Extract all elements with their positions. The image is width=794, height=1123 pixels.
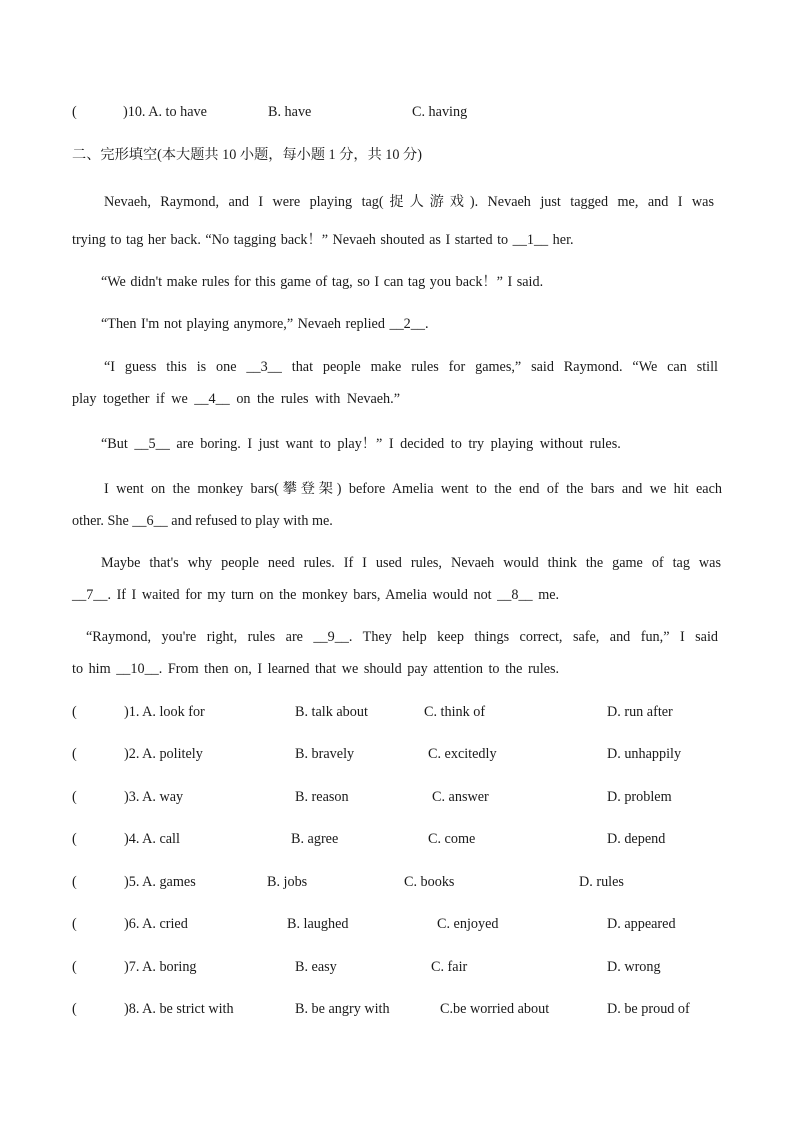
question-6-option-d: D. appeared	[607, 916, 676, 932]
passage-line-1: Nevaeh, Raymond, and I were playing tag(捉人游戏). Nevaeh just tagged me, and I was	[104, 194, 714, 210]
question-2-option-d: D. unhappily	[607, 746, 682, 762]
section-title: 二、完形填空(本大题共 10 小题，每小题 1 分，共 10 分)	[72, 147, 422, 163]
passage-line-12: “Raymond, you're right, rules are __9__. They help keep things correct, safe, and fun,” I said	[86, 629, 718, 645]
question-4-option-d: D. depend	[607, 831, 666, 847]
question-3-option-c: C. answer	[432, 789, 489, 805]
question-7-option-c: C. fair	[431, 959, 468, 975]
question-6-option-c: C. enjoyed	[437, 916, 499, 932]
passage-line-2: trying to tag her back. “No tagging back！” Nevaeh shouted as I started to __1__ her.	[72, 232, 574, 248]
passage-line-5: “I guess this is one __3__ that people make rules for games,” said Raymond. “We can still	[104, 359, 718, 375]
passage-line-7: “But __5__ are boring. I just want to play！” I decided to try playing without rules.	[101, 436, 621, 452]
question-1-paren: (	[72, 704, 77, 720]
question-7-option-d: D. wrong	[607, 959, 661, 975]
question-4-option-b: B. agree	[291, 831, 339, 847]
question-10-option-c: C. having	[412, 104, 468, 120]
question-2-paren: (	[72, 746, 77, 762]
question-2-option-a: )2. A. politely	[124, 746, 203, 762]
question-7-option-b: B. easy	[295, 959, 337, 975]
question-5-option-c: C. books	[404, 874, 455, 890]
question-7-option-a: )7. A. boring	[124, 959, 197, 975]
question-10-paren: (	[72, 104, 77, 120]
question-1-option-d: D. run after	[607, 704, 673, 720]
question-5-paren: (	[72, 874, 77, 890]
question-6-paren: (	[72, 916, 77, 932]
question-7-paren: (	[72, 959, 77, 975]
question-10-option-b: B. have	[268, 104, 312, 120]
question-6-option-a: )6. A. cried	[124, 916, 188, 932]
passage-line-13: to him __10__. From then on, I learned that we should pay attention to the rules.	[72, 661, 560, 677]
question-3-option-a: )3. A. way	[124, 789, 184, 805]
question-3-option-d: D. problem	[607, 789, 672, 805]
question-1-option-a: )1. A. look for	[124, 704, 205, 720]
question-8-option-c: C.be worried about	[440, 1001, 550, 1017]
question-4-paren: (	[72, 831, 77, 847]
question-2-option-c: C. excitedly	[428, 746, 497, 762]
passage-line-10: Maybe that's why people need rules. If I used rules, Nevaeh would think the game of tag was	[101, 555, 721, 571]
question-5-option-d: D. rules	[579, 874, 624, 890]
question-10-option-a: )10. A. to have	[123, 104, 207, 120]
passage-line-4: “Then I'm not playing anymore,” Nevaeh replied __2__.	[101, 316, 429, 332]
question-4-option-a: )4. A. call	[124, 831, 180, 847]
question-5-option-a: )5. A. games	[124, 874, 196, 890]
passage-line-11: __7__. If I waited for my turn on the monkey bars, Amelia would not __8__ me.	[72, 587, 560, 603]
question-4-option-c: C. come	[428, 831, 476, 847]
question-5-option-b: B. jobs	[267, 874, 308, 890]
question-3-option-b: B. reason	[295, 789, 349, 805]
question-1-option-c: C. think of	[424, 704, 486, 720]
question-6-option-b: B. laughed	[287, 916, 349, 932]
question-8-paren: (	[72, 1001, 77, 1017]
question-8-option-d: D. be proud of	[607, 1001, 690, 1017]
passage-line-9: other. She __6__ and refused to play with me.	[72, 513, 333, 529]
question-1-option-b: B. talk about	[295, 704, 368, 720]
question-2-option-b: B. bravely	[295, 746, 355, 762]
question-8-option-a: )8. A. be strict with	[124, 1001, 234, 1017]
question-3-paren: (	[72, 789, 77, 805]
passage-line-6: play together if we __4__ on the rules with Nevaeh.”	[72, 391, 400, 407]
passage-line-8: I went on the monkey bars(攀登架) before Amelia went to the end of the bars and we hit each	[104, 481, 722, 497]
question-8-option-b: B. be angry with	[295, 1001, 390, 1017]
passage-line-3: “We didn't make rules for this game of tag, so I can tag you back！” I said.	[101, 274, 544, 290]
